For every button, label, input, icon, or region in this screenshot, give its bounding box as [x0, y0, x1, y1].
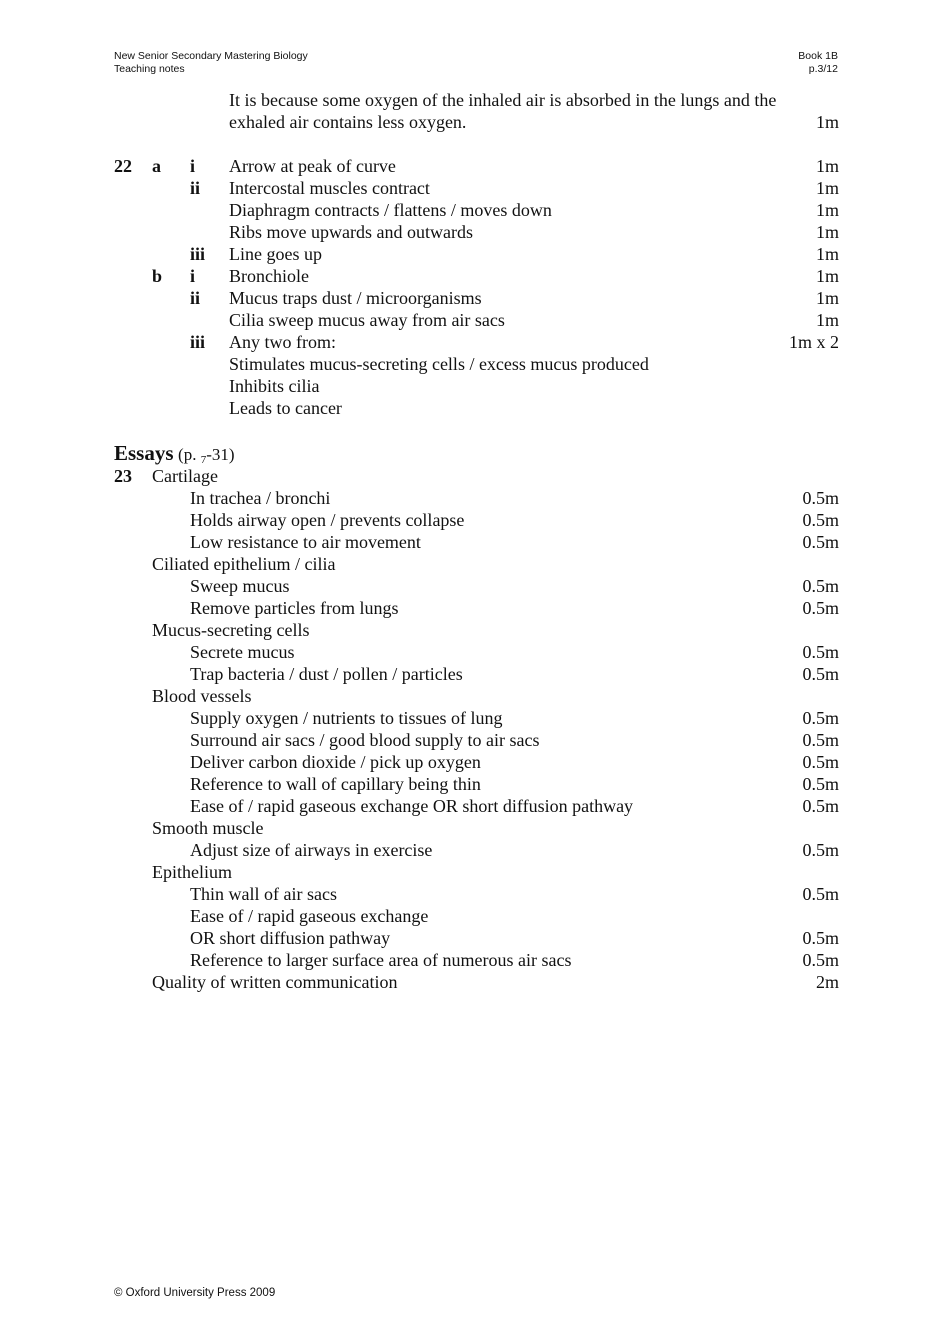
blank-line: [114, 133, 839, 155]
answer-text: Line goes up: [229, 244, 322, 264]
answer-row: [114, 465, 839, 487]
answer-text: Bronchiole: [229, 266, 309, 286]
answer-row: [114, 199, 839, 221]
mark-allocation: 1m: [815, 310, 839, 330]
answer-text: Ease of / rapid gaseous exchange OR short diffusion pathway: [190, 796, 634, 816]
question-subpart: i: [190, 156, 196, 176]
answer-row: [114, 619, 839, 641]
answer-text: Arrow at peak of curve: [229, 156, 396, 176]
mark-allocation: 0.5m: [802, 730, 839, 750]
answer-text: Mucus-secreting cells: [152, 620, 310, 640]
answer-row: [114, 243, 839, 265]
answer-text: Intercostal muscles contract: [229, 178, 430, 198]
answer-text: In trachea / bronchi: [190, 488, 331, 508]
page-ref-close: -31): [206, 445, 235, 464]
answer-row: [114, 707, 839, 729]
answer-text: Any two from:: [229, 332, 336, 352]
answer-text: Inhibits cilia: [229, 376, 320, 396]
answer-text: Deliver carbon dioxide / pick up oxygen: [190, 752, 481, 772]
answer-row: [114, 883, 839, 905]
question-part: b: [152, 266, 163, 286]
answer-text: Epithelium: [152, 862, 232, 882]
answer-row: [114, 89, 839, 111]
answer-text: Trap bacteria / dust / pollen / particles: [190, 664, 463, 684]
footer-copyright: © Oxford University Press 2009: [114, 1287, 276, 1299]
answer-row: [114, 905, 839, 927]
mark-allocation: 0.5m: [802, 708, 839, 728]
answer-row: [114, 509, 839, 531]
answer-text: Mucus traps dust / microorganisms: [229, 288, 482, 308]
answer-text: Ribs move upwards and outwards: [229, 222, 473, 242]
essays-heading: [114, 441, 839, 465]
answer-row: [114, 353, 839, 375]
answer-text: It is because some oxygen of the inhaled air is absorbed in the lungs and the: [229, 90, 777, 110]
mark-allocation: 1m: [815, 288, 839, 308]
page-ref-open: (p.: [178, 445, 201, 464]
essays-section: [114, 465, 839, 993]
answer-row: [114, 331, 839, 353]
mark-allocation: 0.5m: [802, 840, 839, 860]
answer-text: Supply oxygen / nutrients to tissues of lung: [190, 708, 503, 728]
question-subpart: iii: [190, 244, 206, 264]
mark-allocation: 0.5m: [802, 752, 839, 772]
answer-row: [114, 971, 839, 993]
mark-allocation: 0.5m: [802, 664, 839, 684]
answer-text: Secrete mucus: [190, 642, 295, 662]
mark-allocation: 1m: [815, 200, 839, 220]
mark-allocation: 1m: [815, 266, 839, 286]
mark-allocation: 1m: [815, 112, 839, 132]
mark-allocation: 0.5m: [802, 510, 839, 530]
answer-text: Holds airway open / prevents collapse: [190, 510, 465, 530]
section-title: Teaching notes: [114, 63, 185, 75]
mark-allocation: 2m: [815, 972, 839, 992]
book-number: Book 1B: [798, 50, 838, 62]
answer-text: OR short diffusion pathway: [190, 928, 391, 948]
answer-text: Remove particles from lungs: [190, 598, 399, 618]
header-left: [114, 50, 308, 76]
question-number: 22: [114, 156, 132, 176]
answer-row: [114, 597, 839, 619]
answer-text: exhaled air contains less oxygen.: [229, 112, 467, 132]
answer-text: Cartilage: [152, 466, 218, 486]
mark-allocation: 0.5m: [802, 884, 839, 904]
mark-allocation: 0.5m: [802, 598, 839, 618]
answer-row: [114, 663, 839, 685]
header-right: [798, 50, 838, 76]
answers-section: [114, 89, 839, 441]
answer-row: [114, 531, 839, 553]
question-subpart: ii: [190, 178, 201, 198]
answer-row: [114, 729, 839, 751]
answer-row: [114, 177, 839, 199]
answer-row: [114, 111, 839, 133]
mark-allocation: 0.5m: [802, 950, 839, 970]
mark-allocation: 1m x 2: [788, 332, 839, 352]
mark-allocation: 0.5m: [802, 642, 839, 662]
answer-text: Quality of written communication: [152, 972, 398, 992]
mark-allocation: 1m: [815, 222, 839, 242]
answer-row: [114, 949, 839, 971]
answer-row: [114, 221, 839, 243]
essays-page-ref: [178, 445, 235, 464]
question-part: a: [152, 156, 161, 176]
blank-line: [114, 419, 839, 441]
answer-row: [114, 397, 839, 419]
answer-text: Blood vessels: [152, 686, 252, 706]
page-number: p.3/12: [808, 63, 838, 75]
answer-row: [114, 795, 839, 817]
answer-content: [114, 89, 839, 993]
mark-allocation: 0.5m: [802, 774, 839, 794]
answer-row: [114, 685, 839, 707]
answer-row: [114, 773, 839, 795]
mark-allocation: 0.5m: [802, 796, 839, 816]
page-ref-sub: 7: [200, 454, 207, 466]
question-subpart: ii: [190, 288, 201, 308]
answer-text: Low resistance to air movement: [190, 532, 421, 552]
answer-text: Ciliated epithelium / cilia: [152, 554, 336, 574]
answer-row: [114, 155, 839, 177]
answer-row: [114, 375, 839, 397]
answer-text: Reference to larger surface area of numerous air sacs: [190, 950, 572, 970]
answer-row: [114, 487, 839, 509]
mark-allocation: 0.5m: [802, 532, 839, 552]
answer-text: Leads to cancer: [229, 398, 342, 418]
answer-row: [114, 641, 839, 663]
answer-row: [114, 575, 839, 597]
mark-allocation: 0.5m: [802, 928, 839, 948]
mark-allocation: 0.5m: [802, 488, 839, 508]
essays-title: Essays: [114, 441, 174, 465]
question-subpart: iii: [190, 332, 206, 352]
mark-allocation: 1m: [815, 244, 839, 264]
answer-text: Cilia sweep mucus away from air sacs: [229, 310, 505, 330]
book-title: New Senior Secondary Mastering Biology: [114, 50, 308, 62]
answer-text: Diaphragm contracts / flattens / moves down: [229, 200, 552, 220]
answer-text: Thin wall of air sacs: [190, 884, 337, 904]
answer-text: Adjust size of airways in exercise: [190, 840, 433, 860]
answer-row: [114, 309, 839, 331]
answer-row: [114, 287, 839, 309]
question-subpart: i: [190, 266, 196, 286]
answer-row: [114, 553, 839, 575]
answer-row: [114, 265, 839, 287]
answer-row: [114, 817, 839, 839]
answer-text: Reference to wall of capillary being thin: [190, 774, 481, 794]
mark-allocation: 0.5m: [802, 576, 839, 596]
answer-text: Surround air sacs / good blood supply to air sacs: [190, 730, 540, 750]
answer-row: [114, 861, 839, 883]
question-number: 23: [114, 466, 132, 486]
answer-row: [114, 751, 839, 773]
answer-text: Smooth muscle: [152, 818, 264, 838]
mark-allocation: 1m: [815, 156, 839, 176]
answer-row: [114, 927, 839, 949]
answer-row: [114, 839, 839, 861]
answer-text: Ease of / rapid gaseous exchange: [190, 906, 429, 926]
answer-text: Sweep mucus: [190, 576, 290, 596]
mark-allocation: 1m: [815, 178, 839, 198]
answer-text: Stimulates mucus-secreting cells / excess mucus produced: [229, 354, 649, 374]
